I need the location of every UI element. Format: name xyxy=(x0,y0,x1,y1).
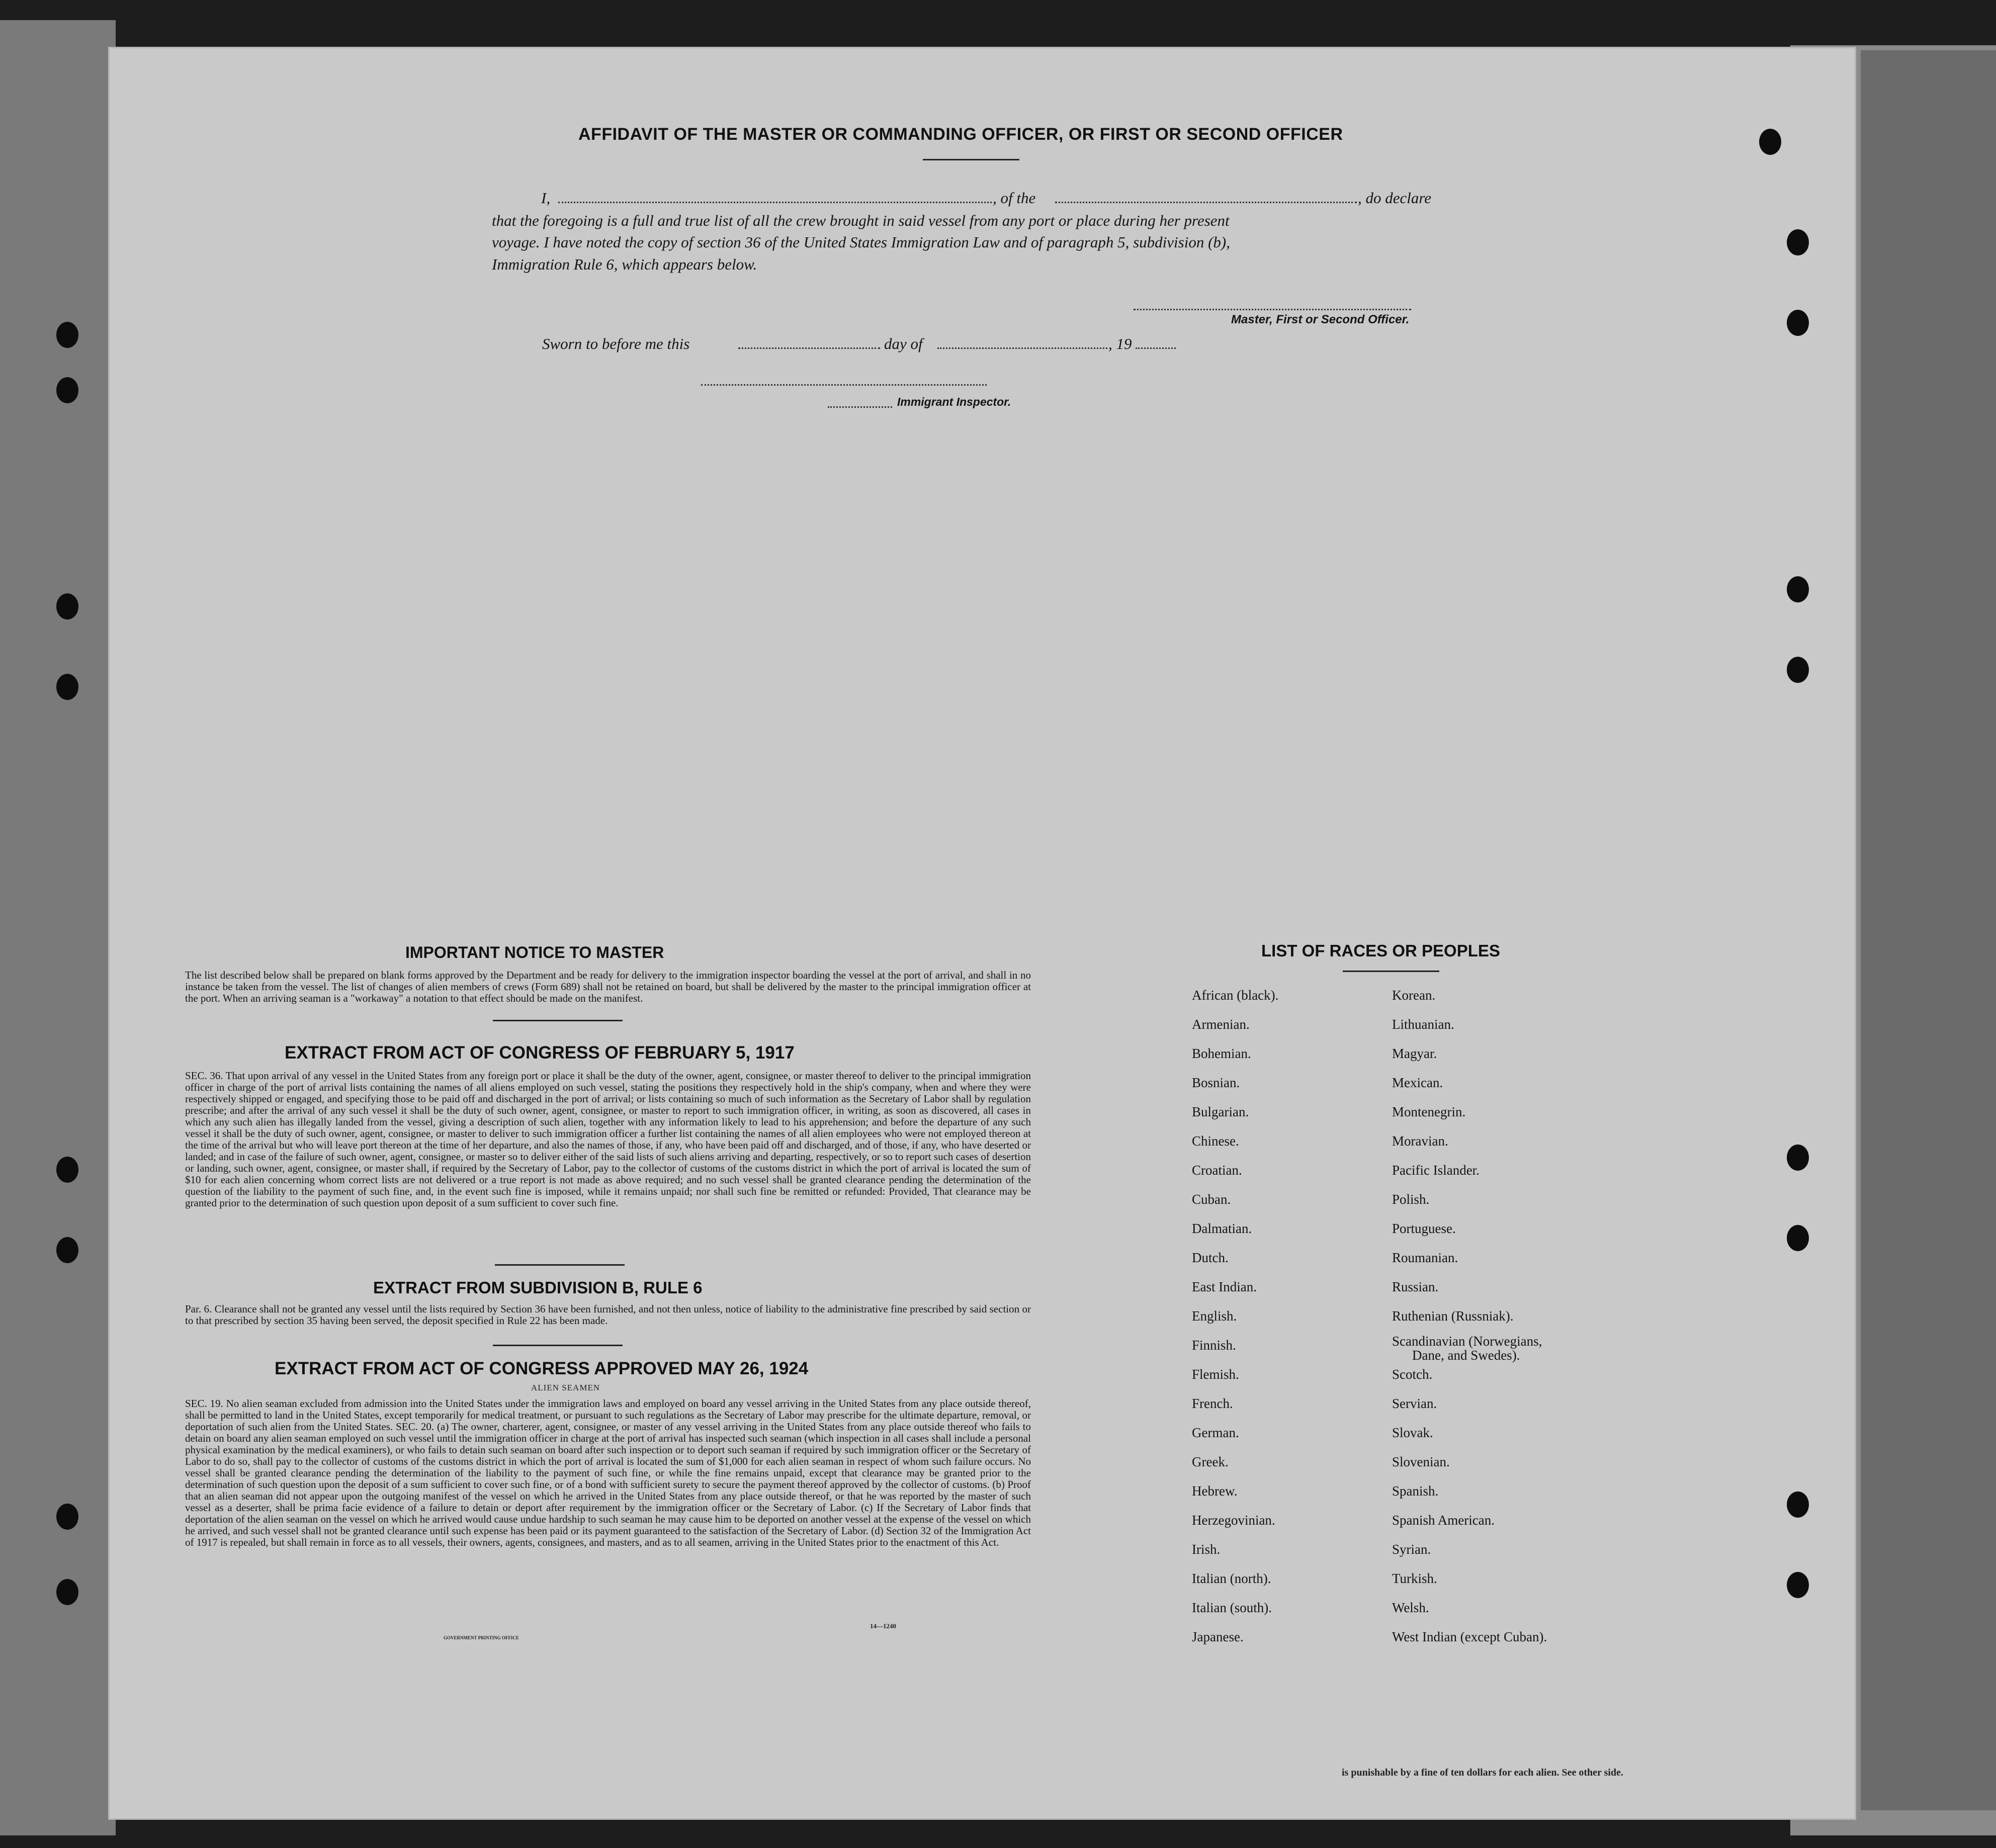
inspector-label: Immigrant Inspector. xyxy=(897,395,1011,408)
binder-hole xyxy=(1787,310,1809,336)
affidavit-line-2: that the foregoing is a full and true list of all the crew brought in said vessel from any port or place during her present xyxy=(492,212,1230,229)
name-blank[interactable] xyxy=(558,202,992,203)
race-item: West Indian (except Cuban). xyxy=(1392,1629,1547,1644)
signature-blank[interactable] xyxy=(1134,309,1411,310)
footer-note: is punishable by a fine of ten dollars for each alien. See other side. xyxy=(1342,1767,1623,1778)
race-item: Japanese. xyxy=(1192,1629,1244,1644)
race-item: Ruthenian (Russniak). xyxy=(1392,1308,1514,1324)
race-item: Cuban. xyxy=(1192,1192,1231,1207)
form-number: 14—1240 xyxy=(870,1622,896,1630)
race-item: Magyar. xyxy=(1392,1046,1437,1061)
sworn-label: Sworn to before me this xyxy=(542,335,690,353)
extract-1917-text: SEC. 36. That upon arrival of any vessel in the United States from any foreign port or place it shall be the duty of the owner, agent, consignee, or master thereof to deliver to the principal immigration officer in charge of the port of arrival lists containing the names of all aliens employed on such vessel, stating the positions they respectively hold in the ship's company, when and where they were respectively shipped or engaged, and specifying those to be paid off and discharged in the port of arrival; or lists containing so much of such information as the Secretary of Labor shall by regulation prescribe; and after the arrival of any such vessel it shall be the duty of such owner, agent, consignee, or master to report to such immigration officer, in writing, as soon as discovered, all cases in which any such alien has illegally landed from the vessel, giving a description of such alien, together with any information likely to lead to his apprehension; and before the departure of any such vessel it shall be the duty of such owner, agent, consignee, or master to deliver to such immigration officer a further list containing the names of all alien employees who were not employed thereon at the time of the arrival but who will leave port thereon at the time of her departure, and also the names of those, if any, who have been paid off and discharged, and of those, if any, who have deserted or landed; and in case of the failure of such owner, agent, consignee, or master so to deliver either of the said lists of such aliens arriving and departing, respectively, or so to report such cases of desertion or landing, such owner, agent, consignee, or master shall, if required by the Secretary of Labor, pay to the collector of customs of the customs district in which the port of arrival is located the sum of $10 for each alien concerning whom correct lists are not delivered or a true report is not made as above required; and no such vessel shall be granted clearance pending the determination of the question of the liability to the payment of such fine, and, in the event such fine is imposed, while it remains unpaid; nor shall such fine be remitted or refunded: Provided, That clearance may be granted prior to the determination of such question upon deposit of a sum sufficient to cover such fine. xyxy=(185,1070,1031,1209)
binder-hole xyxy=(1787,1225,1809,1251)
race-item: English. xyxy=(1192,1308,1237,1324)
race-item: Pacific Islander. xyxy=(1392,1163,1480,1178)
extract-1924-title: EXTRACT FROM ACT OF CONGRESS APPROVED MAY 26, 1924 xyxy=(275,1359,809,1378)
section-rule xyxy=(495,1264,625,1266)
binder-hole xyxy=(1759,129,1781,155)
extract-1924-text: SEC. 19. No alien seaman excluded from admission into the United States under the immigration laws and employed on board any vessel arriving in the United States from any place outside thereof, shall be permitted to land in the United States, except temporarily for medical treatment, or pursuant to such regulations as the Secretary of Labor may prescribe for the ultimate departure, removal, or deportation of such alien from the United States. SEC. 20. (a) The owner, charterer, agent, consignee, or master of any vessel arriving in the United States from any place outside thereof who fails to detain on board any alien seaman employed on such vessel until the immigration officer in charge at the port of arrival has inspected such seaman (which inspection in all cases shall include a personal physical examination by the medical examiners), or who fails to detain such seaman on board after such inspection or to deport such seaman if required by such immigration officer or the Secretary of Labor to do so, shall pay to the collector of customs of the customs district in which the port of arrival is located the sum of $1,000 for each alien seaman in respect of whom such failure occurs. No vessel shall be granted clearance pending the determination of the liability to the payment of such fine, or while the fine remains unpaid, except that clearance may be granted prior to the determination of such question upon the deposit of a sum sufficient to cover such fine, or of a bond with sufficient surety to secure the payment thereof approved by the collector of customs. (b) Proof that an alien seaman did not appear upon the outgoing manifest of the vessel on which he arrived in the United States from any place outside thereof, or that he was reported by the master of such vessel as a deserter, shall be prima facie evidence of a failure to detain or deport after requirement by the immigration officer or the Secretary of Labor. (c) If the Secretary of Labor finds that deportation of the alien seaman on the vessel on which he arrived would cause undue hardship to such seaman he may cause him to be deported on another vessel at the expense of the vessel on which he arrived, and such vessel shall not be granted clearance until such expense has been paid or its payment guaranteed to the satisfaction of the Secretary of Labor. (d) Section 32 of the Immigration Act of 1917 is repealed, but shall remain in force as to all vessels, their owners, agents, consignees, and masters, and as to all seamen, arriving in the United States prior to the enactment of this Act. xyxy=(185,1397,1031,1548)
notice-title: IMPORTANT NOTICE TO MASTER xyxy=(405,943,664,961)
race-item: French. xyxy=(1192,1396,1233,1411)
binder-hole xyxy=(56,1579,78,1605)
binder-hole xyxy=(1787,657,1809,683)
binder-hole xyxy=(1787,1572,1809,1598)
race-item: Mexican. xyxy=(1392,1075,1443,1090)
race-item: Dutch. xyxy=(1192,1250,1229,1265)
title-rule xyxy=(923,159,1019,160)
races-title-rule xyxy=(1343,971,1439,972)
race-item: Turkish. xyxy=(1392,1571,1437,1586)
race-item: Dalmatian. xyxy=(1192,1221,1252,1236)
affidavit-i-label: I, xyxy=(541,189,551,207)
rule-6-text: Par. 6. Clearance shall not be granted any vessel until the lists required by Section 36 have been furnished, and not then unless, notice of liability to the administrative fine prescribed by said section or to that prescribed by section 35 having been served, the deposit specified in Rule 22 has been made. xyxy=(185,1303,1031,1327)
race-item: East Indian. xyxy=(1192,1279,1257,1294)
year-prefix: , 19 xyxy=(1108,335,1132,353)
affidavit-of-the: , of the xyxy=(993,189,1036,207)
race-item: Dane, and Swedes). xyxy=(1412,1348,1520,1363)
sworn-day-blank[interactable] xyxy=(738,347,880,349)
race-item: Italian (south). xyxy=(1192,1600,1272,1615)
race-item: Korean. xyxy=(1392,988,1436,1003)
rule-6-title: EXTRACT FROM SUBDIVISION B, RULE 6 xyxy=(373,1278,703,1297)
race-item: Polish. xyxy=(1392,1192,1430,1207)
binder-hole xyxy=(56,322,78,348)
race-item: Herzegovinian. xyxy=(1192,1513,1275,1528)
race-item: Irish. xyxy=(1192,1542,1221,1557)
section-rule xyxy=(493,1020,623,1021)
race-item: Roumanian. xyxy=(1392,1250,1458,1265)
race-item: Spanish American. xyxy=(1392,1513,1495,1528)
affidavit-title: AFFIDAVIT OF THE MASTER OR COMMANDING OFFICER, OR FIRST OR SECOND OFFICER xyxy=(578,125,1343,144)
binder-hole xyxy=(1787,576,1809,602)
printer-imprint: GOVERNMENT PRINTING OFFICE xyxy=(444,1635,519,1640)
race-item: Welsh. xyxy=(1392,1600,1429,1615)
sworn-month-blank[interactable] xyxy=(937,347,1107,349)
race-item: Montenegrin. xyxy=(1392,1104,1466,1119)
race-item: African (black). xyxy=(1192,988,1279,1003)
race-item: Portuguese. xyxy=(1392,1221,1456,1236)
binder-hole xyxy=(56,674,78,700)
section-rule xyxy=(493,1345,623,1346)
race-item: Croatian. xyxy=(1192,1163,1242,1178)
signature-label: Master, First or Second Officer. xyxy=(1231,313,1410,326)
race-item: Bulgarian. xyxy=(1192,1104,1249,1119)
race-item: Slovenian. xyxy=(1392,1454,1450,1469)
race-item: Armenian. xyxy=(1192,1017,1250,1032)
underlying-page-right-2 xyxy=(1861,50,1996,1810)
binder-hole xyxy=(56,593,78,620)
race-item: Lithuanian. xyxy=(1392,1017,1454,1032)
race-item: Hebrew. xyxy=(1192,1483,1238,1499)
binder-hole xyxy=(1787,1491,1809,1518)
race-item: Bohemian. xyxy=(1192,1046,1251,1061)
race-item: Scandinavian (Norwegians, xyxy=(1392,1334,1542,1349)
race-item: Slovak. xyxy=(1392,1425,1433,1440)
sworn-year-blank[interactable] xyxy=(1136,347,1176,349)
affidavit-line-4: Immigration Rule 6, which appears below. xyxy=(492,255,757,273)
extract-1917-title: EXTRACT FROM ACT OF CONGRESS OF FEBRUARY 5, 1917 xyxy=(285,1043,795,1063)
binder-hole xyxy=(56,377,78,403)
binder-hole xyxy=(56,1157,78,1183)
race-item: Bosnian. xyxy=(1192,1075,1240,1090)
inspector-signature-blank[interactable] xyxy=(701,384,987,386)
document-page xyxy=(110,48,1855,1818)
extract-1924-subtitle: ALIEN SEAMEN xyxy=(531,1383,600,1392)
binder-hole xyxy=(56,1237,78,1263)
race-item: Finnish. xyxy=(1192,1338,1236,1353)
race-item: Italian (north). xyxy=(1192,1571,1271,1586)
binder-hole xyxy=(1787,229,1809,255)
vessel-blank[interactable] xyxy=(1055,202,1357,203)
inspector-dots xyxy=(828,406,892,408)
affidavit-do-declare: , do declare xyxy=(1358,189,1432,207)
race-item: Russian. xyxy=(1392,1279,1439,1294)
race-item: Spanish. xyxy=(1392,1483,1439,1499)
notice-text: The list described below shall be prepared on blank forms approved by the Department and be ready for delivery to the immigration inspector boarding the vessel at the port of arrival, and shall in no instance be taken from the vessel. The list of changes of alien members of crews (Form 689) shall not be retained on board, but shall be delivered by the master to the principal immigration officer at the port. When an arriving seaman is a "workaway" a notation to that effect should be made on the manifest. xyxy=(185,969,1031,1004)
race-item: Chinese. xyxy=(1192,1133,1239,1149)
race-item: Moravian. xyxy=(1392,1133,1448,1149)
race-item: Flemish. xyxy=(1192,1367,1239,1382)
binder-hole xyxy=(1787,1145,1809,1171)
affidavit-line-3: voyage. I have noted the copy of section 36 of the United States Immigration Law and of paragraph 5, subdivision (b), xyxy=(492,233,1230,251)
race-item: German. xyxy=(1192,1425,1239,1440)
race-item: Syrian. xyxy=(1392,1542,1431,1557)
race-item: Servian. xyxy=(1392,1396,1437,1411)
race-item: Greek. xyxy=(1192,1454,1229,1469)
binder-hole xyxy=(56,1504,78,1530)
races-title: LIST OF RACES OR PEOPLES xyxy=(1261,941,1500,960)
race-item: Scotch. xyxy=(1392,1367,1433,1382)
underlying-page-left xyxy=(0,20,116,1835)
day-of-label: day of xyxy=(884,335,923,353)
